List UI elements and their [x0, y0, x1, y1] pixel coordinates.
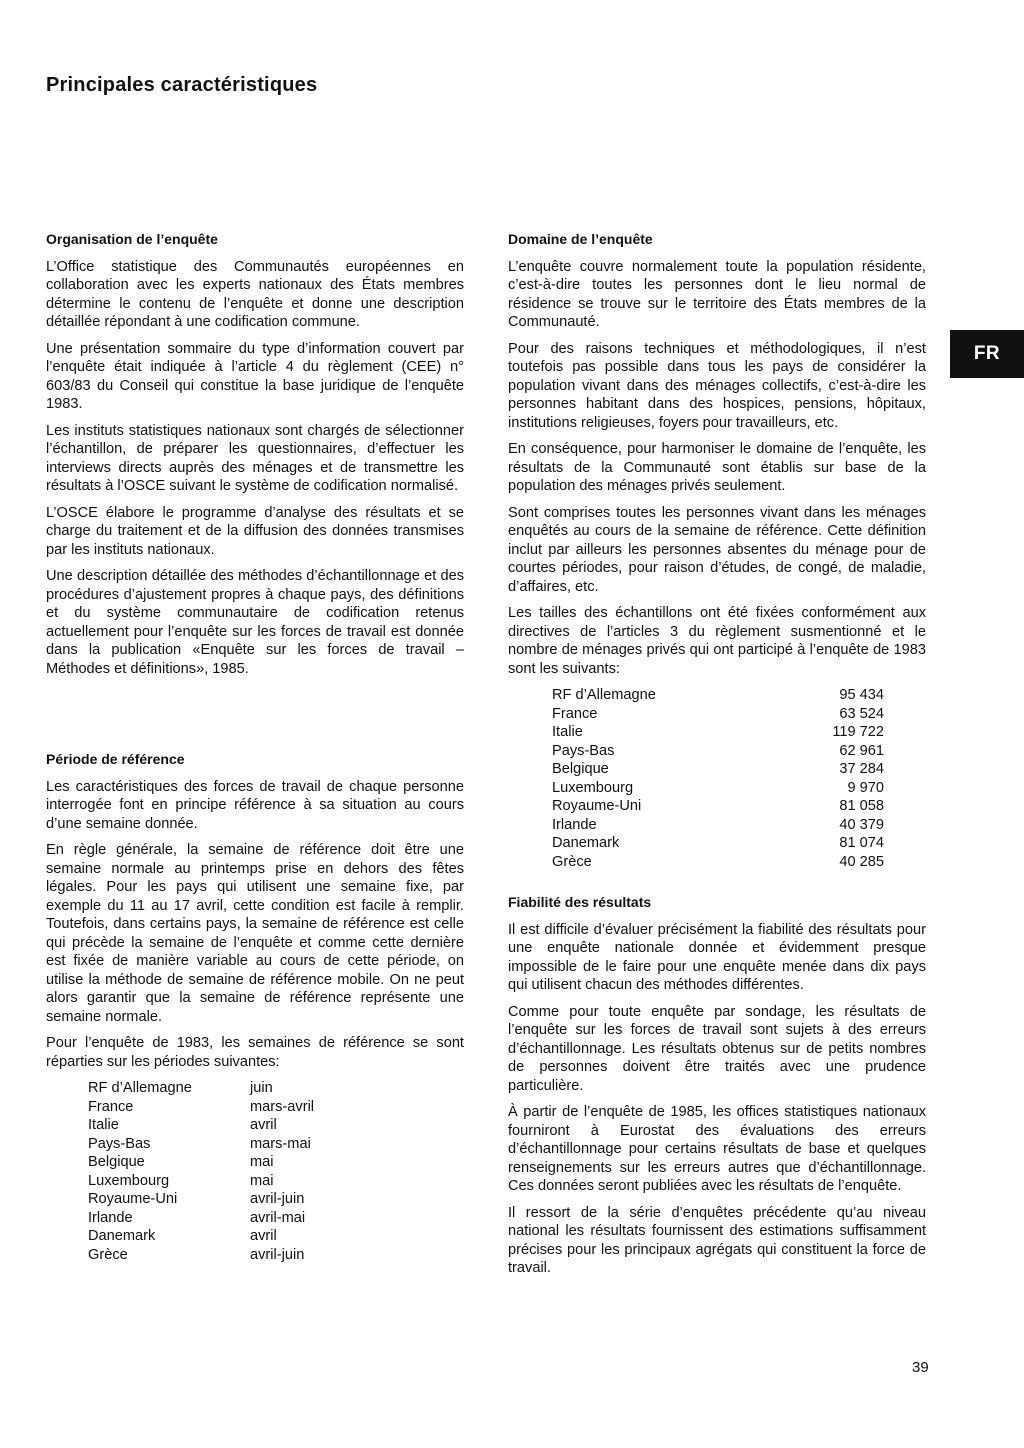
page-title: Principales caractéristiques	[46, 74, 318, 96]
country-cell: Danemark	[88, 1228, 156, 1244]
table-row	[552, 834, 884, 853]
households-cell: 119 722	[832, 724, 884, 740]
period-cell: avril-juin	[250, 1246, 305, 1263]
sample-sizes-table	[552, 686, 884, 871]
households-cell: 40 379	[839, 816, 884, 833]
section-heading-domaine: Domaine de l’enquête	[508, 231, 653, 247]
table-row	[88, 1190, 314, 1209]
paragraph: Les tailles des échantillons ont été fixées conformément aux directives de l’articles 3 du règlement susmentionné et le nombre de ménages privés qui ont participé à l’enquête de 1983 sont les suivants:	[508, 605, 926, 677]
table-row	[552, 779, 884, 798]
period-cell: mars-mai	[250, 1135, 311, 1152]
table-row	[552, 760, 884, 779]
section-heading-fiabilite: Fiabilité des résultats	[508, 894, 652, 910]
country-cell: Italie	[88, 1117, 119, 1133]
country-cell: Belgique	[552, 761, 609, 777]
table-row	[88, 1079, 314, 1098]
paragraph: En conséquence, pour harmoniser le domaine de l’enquête, les résultats de la Communauté sont établis sur base de la population des ménages privés seulement.	[508, 441, 926, 494]
language-tab	[950, 330, 1024, 378]
country-cell: Grèce	[552, 853, 592, 870]
period-cell: avril	[250, 1228, 277, 1244]
country-cell: Italie	[552, 724, 583, 740]
table-row	[552, 816, 884, 835]
table-row	[88, 1172, 314, 1191]
table-row	[552, 797, 884, 816]
section-heading-organisation: Organisation de l’enquête	[46, 231, 218, 247]
table-row	[88, 1227, 314, 1246]
table-row	[552, 723, 884, 742]
section-organisation	[46, 230, 464, 678]
paragraph: En règle générale, la semaine de référence doit être une semaine normale au printemps prise en dehors des fêtes légales. Pour les pays qui utilisent une semaine fixe, par exemple du 11 au 17 avril, cette condition est facile à remplir. Toutefois, dans certains pays, la semaine de référence est celle qui précède la semaine de l’enquête et comme cette dernière est fixée de manière variable au cours de cette période, on utilise la méthode de semaine de référence mobile. On ne peut alors garantir que la semaine de référence représente une semaine normale.	[46, 842, 464, 1025]
table-row	[552, 853, 884, 872]
paragraph: Il est difficile d’évaluer précisément la fiabilité des résultats pour une enquête nationale donnée et évidemment presque impossible de le faire pour une enquête menée dans dix pays qui utilisent chacun des méthodes différentes.	[508, 921, 926, 993]
period-cell: mai	[250, 1154, 274, 1170]
page-number: 39	[912, 1359, 929, 1376]
country-cell: Luxembourg	[552, 779, 634, 796]
households-cell: 95 434	[839, 687, 884, 703]
households-cell: 81 074	[839, 835, 884, 851]
paragraph: Les caractéristiques des forces de travail de chaque personne interrogée font en principe référence à sa situation au cours d’une semaine donnée.	[46, 778, 464, 832]
table-row	[552, 742, 884, 761]
country-cell: Danemark	[552, 835, 620, 851]
paragraph: Pour l’enquête de 1983, les semaines de référence se sont réparties sur les périodes suivantes:	[46, 1035, 464, 1070]
paragraph: Les instituts statistiques nationaux sont chargés de sélectionner l’échantillon, de préparer les questionnaires, d’effectuer les interviews directs auprès des ménages et de transmettre les résultats à l’OSCE suivant le système de codification normalisé.	[46, 422, 464, 494]
households-cell: 37 284	[839, 761, 884, 777]
paragraph: L’enquête couvre normalement toute la population résidente, c’est-à-dire toutes les personnes dont le lieu normal de résidence se trouve sur le territoire des États membres de la Communauté.	[508, 258, 926, 330]
section-domaine	[508, 230, 926, 871]
country-cell: Luxembourg	[88, 1172, 170, 1189]
left-column	[46, 230, 464, 1264]
paragraph: Il ressort de la série d’enquêtes précédente qu’au niveau national les résultats fournissent des estimations suffisamment précises pour les principaux agrégats qui constituent la force de travail.	[508, 1204, 926, 1276]
period-cell: avril-mai	[250, 1209, 306, 1226]
paragraph: L’OSCE élabore le programme d’analyse des résultats et se charge du traitement et de la diffusion des données transmises par les instituts nationaux.	[46, 504, 464, 558]
table-row	[88, 1153, 314, 1172]
period-cell: avril-juin	[250, 1191, 305, 1207]
section-fiabilite	[508, 893, 926, 1278]
country-cell: Irlande	[88, 1209, 133, 1226]
country-cell: France	[88, 1098, 134, 1115]
table-row	[88, 1098, 314, 1117]
table-row	[88, 1116, 314, 1135]
country-cell: Pays-Bas	[552, 742, 615, 759]
reference-periods-table	[88, 1079, 314, 1264]
households-cell: 63 524	[839, 705, 884, 722]
country-cell: Royaume-Uni	[552, 798, 642, 814]
period-cell: avril	[250, 1117, 277, 1133]
households-cell: 81 058	[839, 798, 884, 814]
country-cell: RF d’Allemagne	[552, 687, 656, 703]
paragraph: Comme pour toute enquête par sondage, les résultats de l’enquête sur les forces de travail sont sujets à des erreurs d’échantillonnage. Les résultats obtenus sur de petits nombres de personnes doivent être traités avec une prudence particulière.	[508, 1003, 926, 1094]
country-cell: RF d’Allemagne	[88, 1080, 192, 1096]
country-cell: Grèce	[88, 1246, 128, 1263]
period-cell: mai	[250, 1172, 274, 1189]
table-row	[552, 686, 884, 705]
period-cell: juin	[250, 1080, 273, 1096]
period-cell: mars-avril	[250, 1098, 315, 1115]
country-cell: France	[552, 705, 598, 722]
paragraph: Sont comprises toutes les personnes vivant dans les ménages enquêtés au cours de la semaine de référence. Cette définition inclut par ailleurs les personnes absentes du ménage pour de courtes périodes, pour raison d’études, de congé, de maladie, d’affaires, etc.	[508, 504, 926, 595]
table-row	[88, 1135, 314, 1154]
table-row	[88, 1246, 314, 1265]
country-cell: Royaume-Uni	[88, 1191, 178, 1207]
households-cell: 9 970	[847, 779, 884, 796]
language-tab-label: FR	[973, 343, 1001, 364]
section-periode	[46, 750, 464, 1264]
table-row	[88, 1209, 314, 1228]
right-column	[508, 230, 926, 1286]
paragraph: Une présentation sommaire du type d’information couvert par l’enquête était indiquée à l’article 4 du règlement (CEE) n° 603/83 du Conseil qui constitue la base juridique de l’enquête 1983.	[46, 340, 464, 412]
paragraph: L’Office statistique des Communautés européennes en collaboration avec les experts nationaux des États membres détermine le contenu de l’enquête et donne une description détaillée répondant à une codification commune.	[46, 258, 464, 330]
table-row	[552, 705, 884, 724]
households-cell: 40 285	[839, 853, 884, 870]
paragraph: À partir de l’enquête de 1985, les offices statistiques nationaux fourniront à Eurostat des évaluations des erreurs d’échantillonnage pour certains résultats de base et quelques renseignements sur les erreurs autres que d’échantillonnage. Ces données seront publiées avec les résultats de l’enquête.	[508, 1104, 926, 1194]
paragraph: Pour des raisons techniques et méthodologiques, il n’est toutefois pas possible dans tous les pays de considérer la population vivant dans des ménages collectifs, c’est-à-dire les personnes habitant dans des hospices, pensions, hôpitaux, institutions religieuses, foyers pour travailleurs, etc.	[508, 340, 926, 431]
households-cell: 62 961	[839, 742, 884, 759]
paragraph: Une description détaillée des méthodes d’échantillonnage et des procédures d’ajustement propres à chaque pays, des définitions et du système communautaire de codification retenus actuellement pour l’enquête sur les forces de travail est donnée dans la publication «Enquête sur les forces de travail – Méthodes et définitions», 1985.	[46, 568, 464, 677]
country-cell: Belgique	[88, 1154, 145, 1170]
section-heading-periode: Période de référence	[46, 751, 185, 767]
country-cell: Pays-Bas	[88, 1135, 151, 1152]
country-cell: Irlande	[552, 816, 597, 833]
